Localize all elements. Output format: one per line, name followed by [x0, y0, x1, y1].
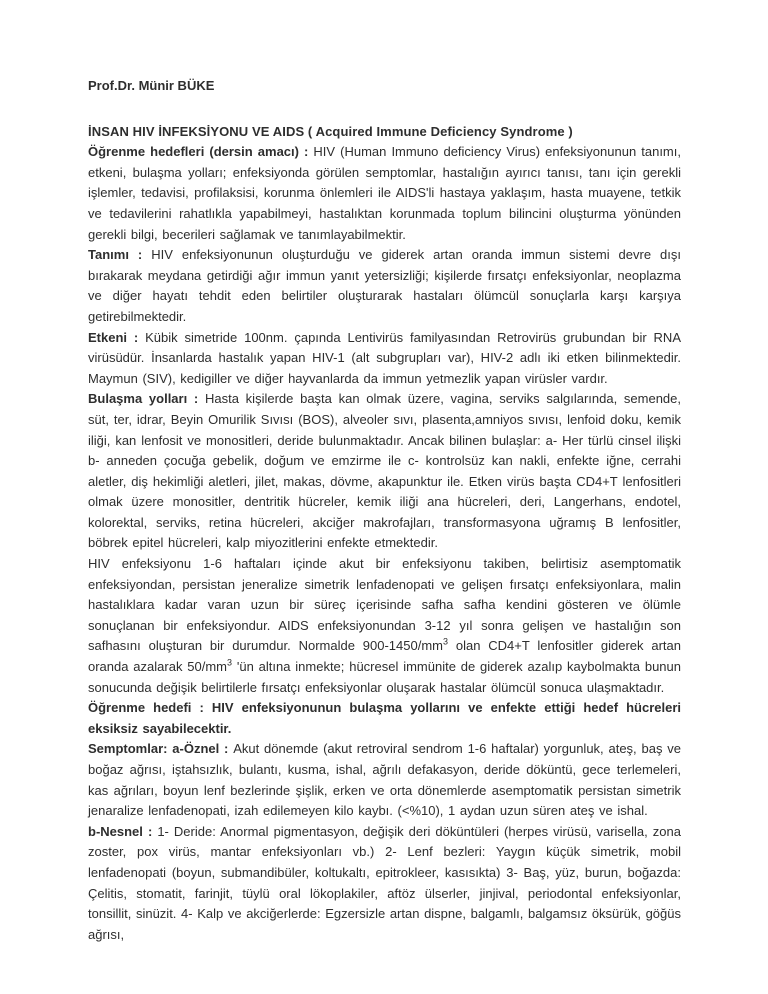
paragraph-text: 'ün altına inmekte; hücresel immünite de giderek azalıp kaybolmakta bunun sonucunda değişik belirtilerle fırsatçı enfeksiyonlar oluşarak hastalar ölümcül sonuca ulaşmaktadır.	[88, 659, 681, 695]
paragraph	[88, 389, 681, 554]
paragraph-lead-text: Etkeni :	[88, 329, 146, 345]
paragraph-text: 3	[442, 637, 448, 648]
paragraph-lead-text: Öğrenme hedefleri (dersin amacı) :	[88, 144, 314, 160]
paragraph-lead-text: Öğrenme hedefi : HIV enfeksiyonunun bulaşma yollarını ve enfekte ettiği hedef hücreleri eksiksiz sayabilecektir.	[88, 700, 681, 736]
paragraph-lead-text: Tanımı :	[88, 247, 152, 263]
paragraph-text: olan CD4+T lenfositler giderek artan oranda azalarak 50/mm	[88, 638, 681, 675]
paragraph-lead-text: Semptomlar: a-Öznel :	[88, 741, 234, 757]
paragraph-text: HIV (Human Immuno deficiency Virus) enfeksiyonunun tanımı, etkeni, bulaşma yolları; enfeksiyonda görülen semptomlar, hastalığın ayırıcı tanısı, tanı için gerekli işlemler, tedavisi, profilaksisi, korunma önlemleri ile AIDS'li hastaya yaklaşım, hasta muayene, tetkik ve tedavilerini rahatlıkla yapabilmeyi, hastalıktan korunmada toplum bilincini oluşturma yönünden gerekli bilgi, becerileri sağlamak ve tanımlayabilmektir.	[88, 144, 681, 242]
paragraph-text: 3	[227, 657, 233, 668]
paragraph-text: Hasta kişilerde başta kan olmak üzere, vagina, serviks salgılarında, semende, süt, ter, idrar, Beyin Omurilik Sıvısı (BOS), alveoler sıvı, plasenta,amniyos sıvısı, lenfoid doku, kemik iliği, kan lenfosit ve monositleri, deride bulunmaktadır. Ancak bilinen bulaşlar: a- Her türlü cinsel ilişki b- anneden çocuğa gebelik, doğum ve emzirme ile c- kontrolsüz kan nakli, enfekte iğne, cerrahi aletler, diş hekimliği aletleri, jilet, makas, dövme, akapunktur ile. Etken virüs başta CD4+T lenfositleri olmak üzere monositler, dentritik hücreler, kemik iliği ana hücreleri, deri, Langerhans, endotel, kolorektal, serviks, retina hücreleri, akciğer makrofajları, transformasyona uğramış B lenfositler, böbrek epitel hücreleri, kalp miyozitlerini enfekte etmektedir.	[88, 391, 682, 551]
paragraph	[88, 245, 681, 327]
paragraph	[88, 822, 681, 946]
paragraph-text: HIV enfeksiyonunun oluşturduğu ve giderek artan oranda immun sistemi devre dışı bırakarak meydana getirdiği ağır immun yanıt yetersizliği; kişilerde fırsatçı enfeksiyonlar, neoplazma ve diğer hayatı tehdit eden belirtiler oluşturarak hastaları ölümcül sonuçlarla karşı karşıya getirebilmektedir.	[88, 247, 681, 324]
paragraph-text: Kübik simetride 100nm. çapında Lentivirüs familyasından Retrovirüs grubundan bir RNA virüsüdür. İnsanlarda hastalık yapan HIV-1 (alt subgrupları var), HIV-2 adlı iki etken bilinmektedir. Maymun (SIV), kedigiller ve diğer hayvanlarda da immun yetmezlik yapan virüsler vardır.	[88, 329, 681, 386]
paragraph-text: 1- Deride: Anormal pigmentasyon, değişik deri döküntüleri (herpes virüsü, varisella, zona zoster, pox virüs, mantar enfeksiyonları vb.) 2- Lenf bezleri: Yaygın küçük simetrik, mobil lenfadenopati (boyun, submandibüler, koltukaltı, epitrokleer, kasısıkta) 3- Baş, yüz, burun, boğazda: Çelitis, stomatit, farinjit, tüylü oral lökoplakiler, aftöz ülserler, jinjival, periodontal enfeksiyonlar, tonsillit, sinüzit. 4- Kalp ve akciğerlerde: Egzersizle artan dispne, balgamlı, balgamsız öksürük, göğüs ağrısı,	[88, 823, 681, 942]
paragraph-lead-text: Bulaşma yolları :	[88, 391, 205, 407]
paragraph-text: Akut dönemde (akut retroviral sendrom 1-6 haftalar) yorgunluk, ateş, baş ve boğaz ağrısı, iştahsızlık, bulantı, kusma, ishal, ağrılı defakasyon, deride döküntü, gece terlemeleri, kas ağrıları, boyun lenf bezlerinde şişlik, erken ve orta dönemlerde asemptomatik persistan simetrik jenaralize lenfadenopati, izah edilemeyen kilo kaybı. (<%10), 1 aydan uzun süren ateş ve ishal.	[88, 741, 681, 819]
paragraph	[88, 554, 681, 698]
paragraph	[88, 142, 681, 245]
document-title: İNSAN HIV İNFEKSİYONU VE AIDS ( Acquired Immune Deficiency Syndrome )	[88, 123, 573, 139]
author-line: Prof.Dr. Münir BÜKE	[88, 78, 215, 93]
paragraph-text: HIV enfeksiyonu 1-6 haftaları içinde akut bir enfeksiyonu takiben, belirtisiz asemptomatik enfeksiyondan, persistan jeneralize simetrik lenfadenopati ve gelişen fırsatçı enfeksiyonlara, malin hastalıklara kadar varan uzun bir süreç içerisinde safha safha kendini gösteren ve ölümle sonuçlanan bir enfeksiyondur. AIDS enfeksiyonundan 3-12 yıl sonra gelişen ve hastalığın son safhasını oluşturan bir durumdur. Normalde 900-1450/mm	[88, 556, 681, 654]
document-body	[88, 142, 681, 945]
paragraph	[88, 328, 681, 390]
paragraph-lead-text: b-Nesnel :	[88, 823, 158, 839]
paragraph	[88, 739, 681, 821]
paragraph	[88, 698, 681, 739]
